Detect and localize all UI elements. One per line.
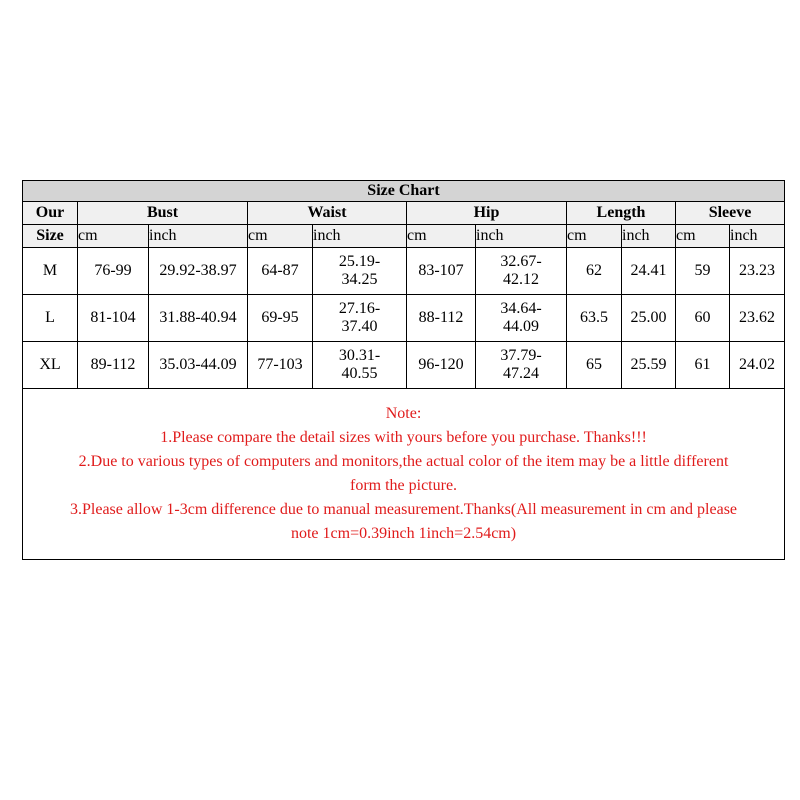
bust-inch-cell: 35.03-44.09 [149, 342, 248, 389]
note-heading: Note: [385, 405, 422, 422]
size-chart-table [22, 180, 785, 560]
unit-inch: inch [622, 225, 676, 248]
unit-inch: inch [476, 225, 567, 248]
table-row [23, 342, 785, 389]
sleeve-inch-cell: 24.02 [730, 342, 785, 389]
hip-inch-line1: 34.64- [500, 300, 542, 317]
size-cell: L [23, 295, 78, 342]
table-row [23, 295, 785, 342]
our-size-label-bottom: Size [23, 225, 78, 248]
bust-cm-cell: 89-112 [78, 342, 149, 389]
unit-cm: cm [567, 225, 622, 248]
waist-inch-cell [313, 295, 407, 342]
unit-inch: inch [313, 225, 407, 248]
bust-cm-cell: 76-99 [78, 248, 149, 295]
waist-cm-cell: 64-87 [248, 248, 313, 295]
hip-inch-line1: 32.67- [500, 253, 542, 270]
waist-inch-line1: 25.19- [338, 253, 381, 270]
length-cm-cell: 63.5 [567, 295, 622, 342]
unit-cm: cm [407, 225, 476, 248]
waist-cm-cell: 77-103 [248, 342, 313, 389]
waist-inch-line1: 30.31- [338, 347, 381, 364]
hip-cm-cell: 96-120 [407, 342, 476, 389]
bust-inch-cell: 31.88-40.94 [149, 295, 248, 342]
unit-inch: inch [730, 225, 785, 248]
header-hip: Hip [407, 202, 567, 225]
sleeve-cm-cell: 61 [676, 342, 730, 389]
hip-inch-cell [476, 248, 567, 295]
waist-inch-cell [313, 342, 407, 389]
unit-cm: cm [248, 225, 313, 248]
note-line: 1.Please compare the detail sizes with yours before you purchase. Thanks!!! [160, 429, 647, 446]
chart-title: Size Chart [23, 181, 785, 202]
length-cm-cell: 62 [567, 248, 622, 295]
length-inch-cell: 25.59 [622, 342, 676, 389]
note-line: note 1cm=0.39inch 1inch=2.54cm) [290, 525, 517, 542]
unit-cm: cm [676, 225, 730, 248]
bust-inch-cell: 29.92-38.97 [149, 248, 248, 295]
waist-inch-line2: 34.25 [341, 271, 378, 288]
length-inch-cell: 25.00 [622, 295, 676, 342]
hip-cm-cell: 88-112 [407, 295, 476, 342]
note-line: 2.Due to various types of computers and monitors,the actual color of the item may be a little different [78, 453, 729, 470]
hip-inch-line2: 42.12 [503, 271, 539, 288]
waist-inch-line1: 27.16- [338, 300, 381, 317]
hip-inch-line2: 44.09 [503, 318, 539, 335]
bust-cm-cell: 81-104 [78, 295, 149, 342]
size-cell: M [23, 248, 78, 295]
waist-inch-line2: 40.55 [341, 365, 378, 382]
size-cell: XL [23, 342, 78, 389]
waist-inch-line2: 37.40 [341, 318, 378, 335]
waist-cm-cell: 69-95 [248, 295, 313, 342]
unit-cm: cm [78, 225, 149, 248]
length-inch-cell: 24.41 [622, 248, 676, 295]
sleeve-inch-cell: 23.62 [730, 295, 785, 342]
hip-inch-cell [476, 295, 567, 342]
length-cm-cell: 65 [567, 342, 622, 389]
unit-inch: inch [149, 225, 248, 248]
notes-section [23, 389, 785, 560]
header-bust: Bust [78, 202, 248, 225]
header-length: Length [567, 202, 676, 225]
table-row [23, 248, 785, 295]
sleeve-inch-cell: 23.23 [730, 248, 785, 295]
our-size-label-top: Our [23, 202, 78, 225]
header-sleeve: Sleeve [676, 202, 785, 225]
hip-inch-cell [476, 342, 567, 389]
note-line: form the picture. [349, 477, 458, 494]
note-line: 3.Please allow 1-3cm difference due to manual measurement.Thanks(All measurement in cm and please [70, 501, 738, 518]
hip-cm-cell: 83-107 [407, 248, 476, 295]
header-waist: Waist [248, 202, 407, 225]
hip-inch-line1: 37.79- [500, 347, 542, 364]
sleeve-cm-cell: 59 [676, 248, 730, 295]
sleeve-cm-cell: 60 [676, 295, 730, 342]
waist-inch-cell [313, 248, 407, 295]
hip-inch-line2: 47.24 [503, 365, 539, 382]
